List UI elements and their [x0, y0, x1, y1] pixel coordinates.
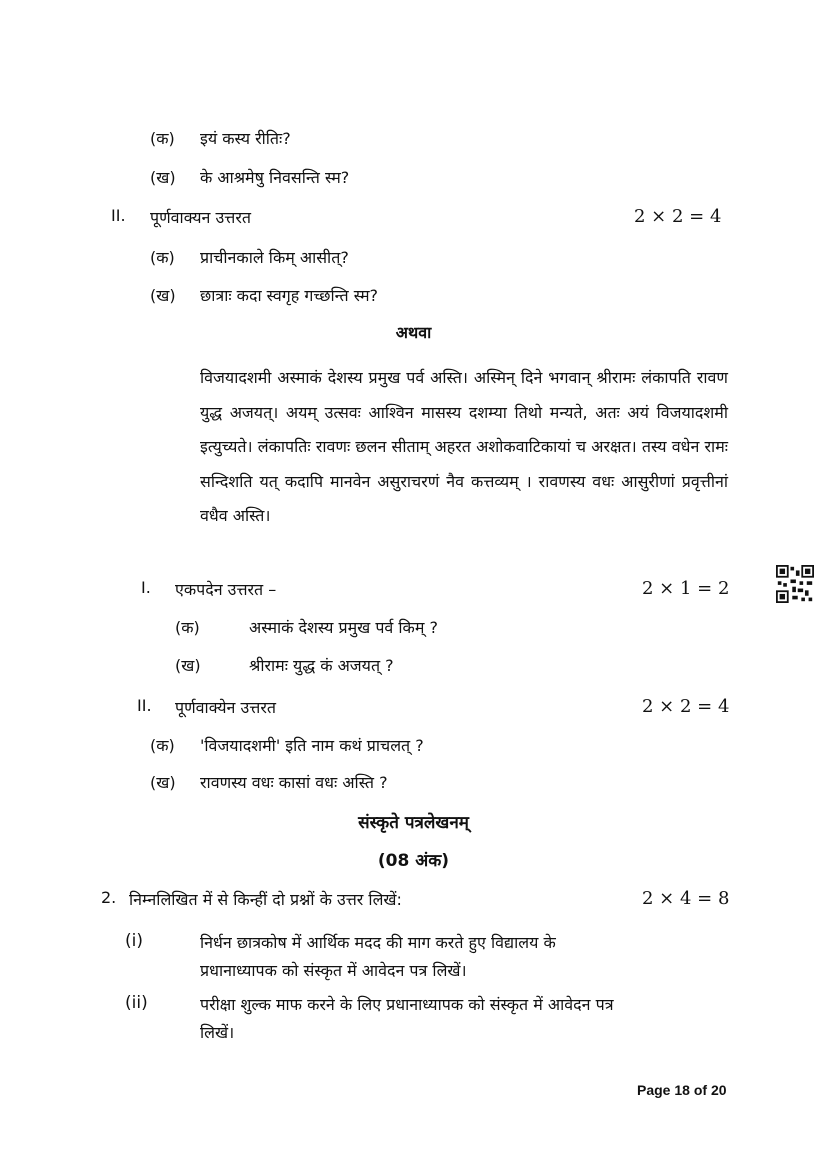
question-text: छात्राः कदा स्वगृह गच्छन्ति स्म?	[200, 286, 379, 305]
question-text: रावणस्य वधः कासां वधः अस्ति ?	[200, 773, 388, 792]
question-text: इयं कस्य रीतिः?	[200, 129, 291, 148]
item-label: (ख)	[150, 773, 176, 792]
passage: विजयादशमी अस्माकं देशस्य प्रमुख पर्व अस्ति। अस्मिन् दिने भगवान् श्रीरामः लंकापति रावण युद्ध अजयत्। अयम् उत्सवः आश्विन मासस्य दशम्या तिथो मन्यते, अतः अयं विजयादशमी इत्युच्यते। लंकापतिः रावणः छलन सीताम् अहरत अशोकवाटिकायां च अरक्षत। तस्य वधेन रामः सन्दिशति यत् कदापि मानवेन असुराचरणं नैव कत्तव्यम् । रावणस्य वधः आसुरीणां प्रवृत्तीनां वधैव अस्ति।	[200, 368, 728, 525]
marks: 2 × 2 = 4	[634, 206, 722, 227]
item-label: (क)	[150, 736, 175, 755]
page-of: of	[693, 1082, 708, 1098]
option-text: परीक्षा शुल्क माफ करने के लिए प्रधानाध्यापक को संस्कृत में आवेदन पत्र	[200, 995, 614, 1014]
item-label: (क)	[175, 618, 200, 637]
page-current: 18	[674, 1082, 690, 1098]
item-label: (ख)	[175, 656, 201, 675]
question-text: 'विजयादशमी' इति नाम कथं प्राचलत् ?	[200, 736, 424, 755]
question-title: पूर्णवाक्यन उत्तरत	[150, 208, 251, 227]
section-marks: (08 अंक)	[377, 851, 450, 871]
question-text: श्रीरामः युद्ध कं अजयत् ?	[249, 656, 394, 675]
page-word: Page	[637, 1082, 671, 1098]
question-number: 2.	[101, 888, 117, 907]
question-text: अस्माकं देशस्य प्रमुख पर्व किम् ?	[249, 618, 438, 637]
option-text: प्रधानाध्यापक को संस्कृत में आवेदन पत्र लिखें।	[200, 961, 467, 980]
marks: 2 × 4 = 8	[642, 888, 730, 909]
athva-heading: अथवा	[395, 323, 432, 342]
option-label: (ii)	[125, 993, 148, 1013]
section-heading: संस्कृते पत्रलेखनम्	[358, 813, 469, 833]
marks: 2 × 1 = 2	[642, 578, 730, 599]
question-title: एकपदेन उत्तरत –	[175, 580, 277, 599]
option-text: लिखें।	[200, 1023, 235, 1042]
item-label: (क)	[150, 129, 175, 148]
item-label: (क)	[150, 248, 175, 267]
roman-number: II.	[111, 206, 126, 225]
qr-code-icon	[776, 565, 814, 603]
roman-number: I.	[141, 578, 151, 597]
item-label: (ख)	[150, 168, 176, 187]
question-text: के आश्रमेषु निवसन्ति स्म?	[200, 168, 350, 187]
roman-number: II.	[137, 696, 152, 715]
question-text: निम्नलिखित में से किन्हीं दो प्रश्नों के उत्तर लिखें:	[129, 890, 402, 909]
page-total: 20	[710, 1082, 727, 1098]
option-label: (i)	[125, 931, 143, 951]
option-text: निर्धन छात्रकोष में आर्थिक मदद की माग करते हुए विद्यालय के	[200, 933, 556, 952]
page-footer	[637, 1082, 727, 1098]
marks: 2 × 2 = 4	[642, 696, 730, 717]
question-title: पूर्णवाक्येन उत्तरत	[175, 698, 276, 717]
question-text: प्राचीनकाले किम् आसीत्?	[200, 248, 349, 267]
item-label: (ख)	[150, 286, 176, 305]
